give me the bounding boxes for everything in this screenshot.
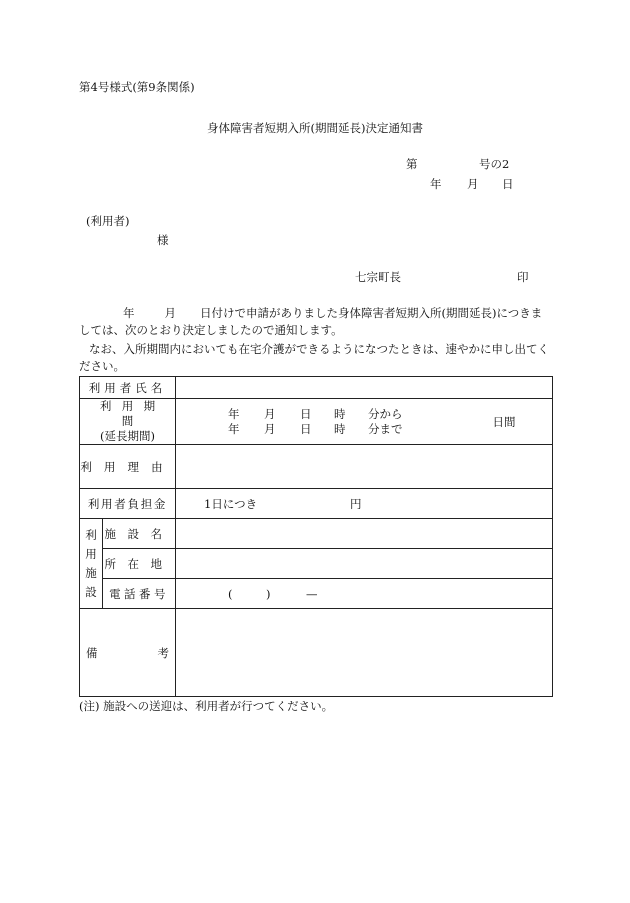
cost-value	[176, 489, 553, 519]
recipient-honorific: 様	[157, 233, 169, 247]
end-hour: 時	[334, 421, 346, 436]
remarks-label-left: 備	[86, 645, 98, 660]
footnote: (注) 施設への送迎は、利用者が行つてください。	[79, 699, 334, 713]
reason-value	[176, 445, 553, 489]
facility-group-char: 利	[85, 527, 97, 542]
date-month: 月	[467, 177, 479, 191]
phone-close-paren: )	[266, 586, 271, 601]
issuer-title: 七宗町長	[355, 270, 401, 284]
doc-number-suffix: 号の2	[479, 157, 510, 171]
end-day: 日	[300, 421, 312, 436]
start-year: 年	[228, 406, 240, 421]
facility-name-label: 施設名	[103, 519, 176, 549]
end-month: 月	[264, 421, 276, 436]
facility-group-char: 用	[85, 546, 97, 561]
issuer-seal: 印	[517, 270, 529, 284]
remarks-label-right: 考	[157, 645, 169, 660]
facility-group-char: 設	[85, 584, 97, 599]
facility-phone-value	[176, 579, 553, 609]
phone-open-paren: (	[228, 586, 233, 601]
facility-address-value	[176, 549, 553, 579]
period-label: 利用期間	[99, 399, 166, 428]
cost-unit: 円	[350, 496, 362, 511]
remarks-label-cell	[80, 609, 176, 697]
facility-group-char: 施	[85, 565, 97, 580]
period-sub-label: (延長期間)	[100, 429, 155, 443]
cost-per-day: 1日につき	[204, 496, 258, 511]
p1-year: 年	[123, 306, 135, 320]
period-label-cell	[80, 399, 176, 445]
date-day: 日	[502, 177, 514, 191]
end-minute: 分まで	[368, 421, 403, 436]
cost-label: 利用者負担金	[80, 489, 176, 519]
start-day: 日	[300, 406, 312, 421]
recipient-label: (利用者)	[86, 214, 130, 228]
facility-address-label: 所在地	[103, 549, 176, 579]
facility-phone-label: 電話番号	[103, 579, 176, 609]
reason-label: 利用理由	[80, 445, 176, 489]
decision-table	[79, 376, 553, 697]
form-number: 第4号様式(第9条関係)	[79, 80, 195, 94]
start-month: 月	[264, 406, 276, 421]
body-paragraph-1	[79, 305, 553, 339]
document-title: 身体障害者短期入所(期間延長)決定通知書	[207, 121, 423, 135]
date-year: 年	[430, 177, 442, 191]
facility-name-value	[176, 519, 553, 549]
doc-number-prefix: 第	[406, 157, 418, 171]
period-value	[176, 399, 553, 445]
days-label: 日間	[492, 414, 516, 429]
p1-month: 月	[164, 306, 176, 320]
start-minute: 分から	[368, 406, 403, 421]
start-hour: 時	[334, 406, 346, 421]
body-paragraph-2: なお、入所期間内においても在宅介護ができるようになつたときは、速やかに申し出てください。	[79, 342, 549, 373]
p1-text: 日付けで申請がありました身体障害者短期入所(期間延長)につきましては、次のとおり決定しましたので通知します。	[79, 306, 543, 337]
user-name-label: 利用者氏名	[80, 377, 176, 399]
end-year: 年	[228, 421, 240, 436]
facility-group-label	[80, 519, 103, 609]
user-name-value	[176, 377, 553, 399]
phone-dash: —	[306, 586, 318, 601]
remarks-value	[176, 609, 553, 697]
